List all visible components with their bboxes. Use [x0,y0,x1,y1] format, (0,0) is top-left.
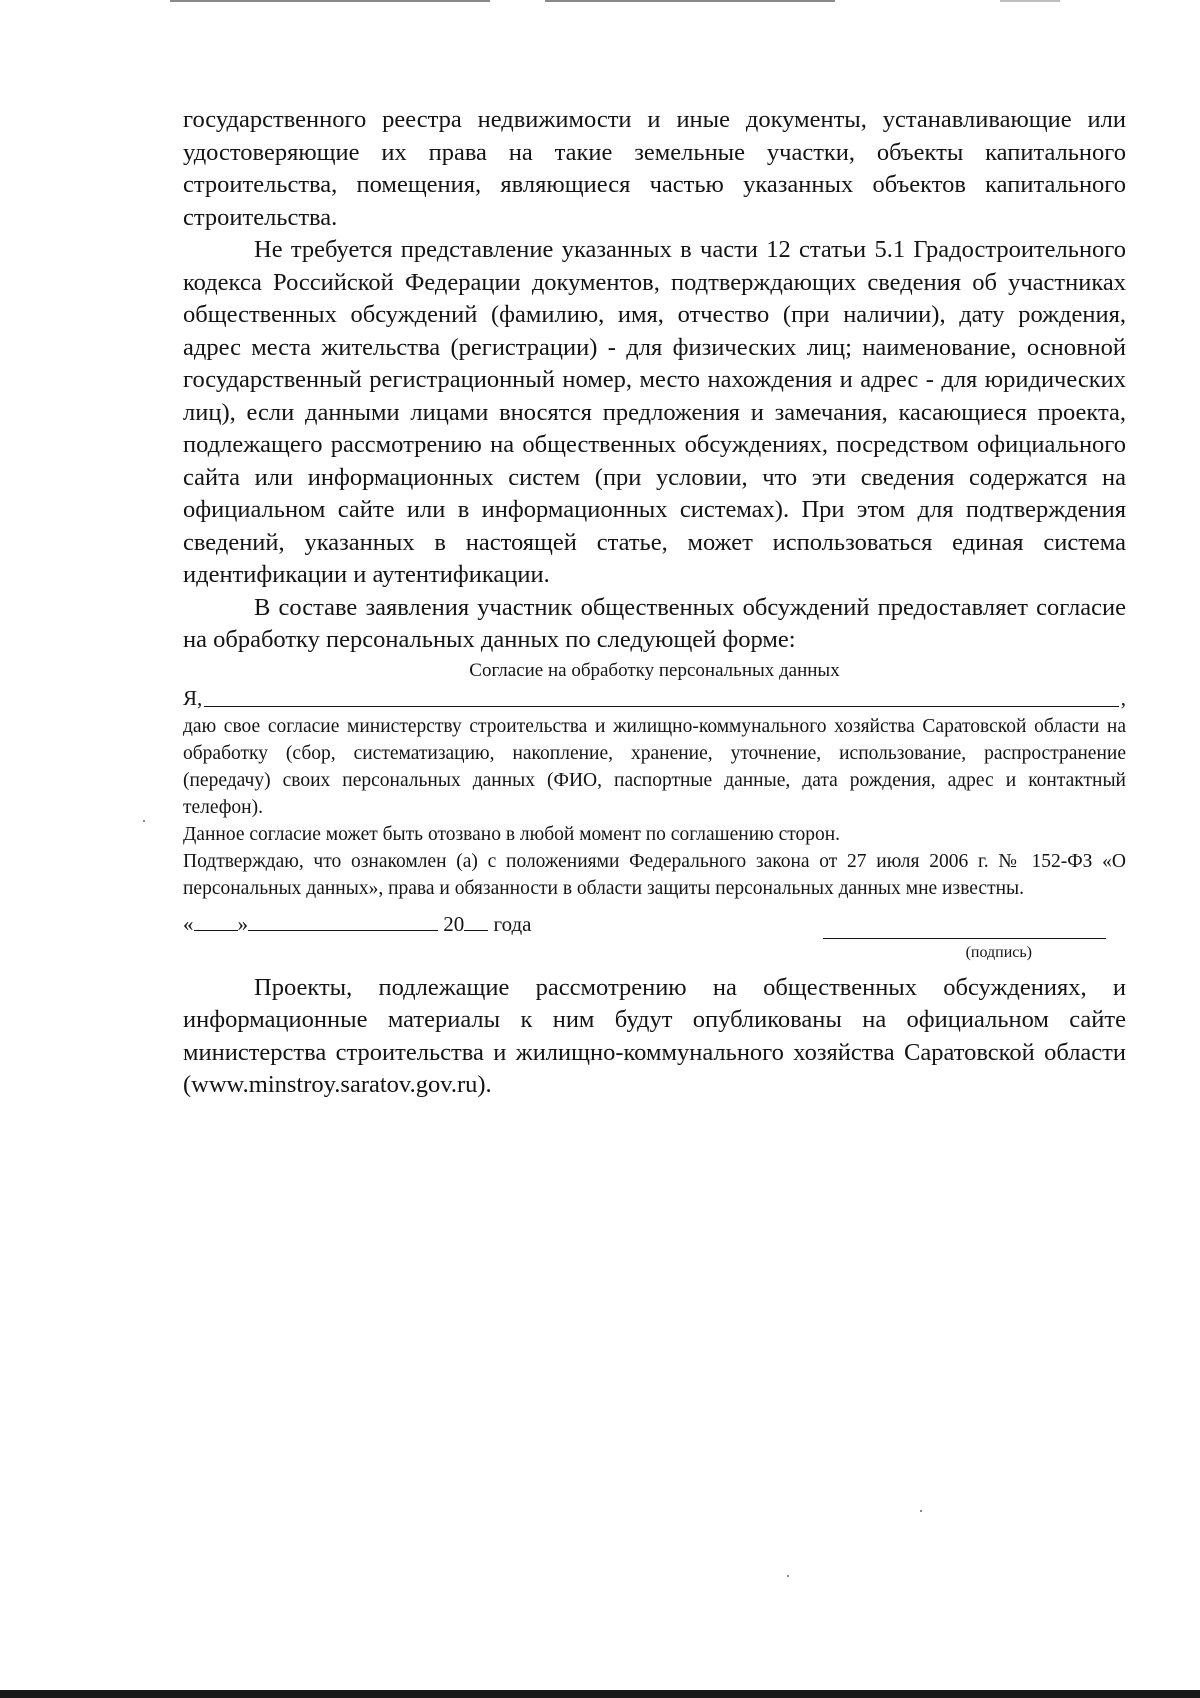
consent-confirmation: Подтверждаю, что ознакомлен (а) с положениями Федерального закона от 27 июля 2006 г. № 152-ФЗ «О персональных данных», права и обязанности в области защиты персональных данных мне известны. [183,850,1126,899]
date-close-quote: » [237,911,248,936]
date-open-quote: « [183,911,194,936]
scan-speck [787,1575,789,1577]
scan-artifact-bottom-edge [0,1690,1200,1698]
name-prefix: Я, [183,685,203,710]
consent-body: даю свое согласие министерству строительства и жилищно-коммунального хозяйства Саратовской области на обработку (сбор, систематизацию, накопление, хранение, уточнение, использование, распространение (передачу) своих персональных данных (ФИО, паспортные данные, дата рождения, адрес и контактный телефон). [183,715,1126,818]
consent-form [183,659,1126,962]
signature-caption: (подпись) [965,943,1032,961]
paragraph-registry-documents: государственного реестра недвижимости и иные документы, устанавливающие или удостоверяющие их права на такие земельные участки, объекты капитального строительства, помещения, являющиеся частью указанных объектов капитального строительства. [183,106,1126,231]
paragraph-exemption: Не требуется представление указанных в части 12 статьи 5.1 Градостроительного кодекса Российской Федерации документов, подтверждающих сведения об участниках общественных обсуждений (фамилию, имя, отчество (при наличии), дату рождения, адрес места жительства (регистрации) - для физических лиц; наименование, основной государственный регистрационный номер, место нахождения и адрес - для юридических лиц), если данными лицами вносятся предложения и замечания, касающиеся проекта, подлежащего рассмотрению на общественных обсуждениях, посредством официального сайта или информационных систем (при условии, что эти сведения содержатся на официальном сайте или в информационных системах). При этом для подтверждения сведений, указанных в настоящей статье, может использоваться единая система идентификации и аутентификации. [183,236,1126,588]
consent-revocation: Данное согласие может быть отозвано в любой момент по соглашению сторон. [183,823,841,845]
year-prefix: 20 [443,911,465,936]
paragraph-publication: Проекты, подлежащие рассмотрению на общественных обсуждениях, и информационные материалы к ним будут опубликованы на официальном сайте министерства строительства и жилищно-коммунального хозяйства Саратовской области (www.minstroy.saratov.gov.ru). [183,973,1126,1098]
name-blank-field[interactable] [204,688,1118,707]
document-page [183,104,1126,1102]
name-suffix: , [1120,685,1126,710]
signature-blank-field[interactable] [823,938,1106,939]
year-blank-field[interactable] [464,912,488,931]
paragraph-consent-intro: В составе заявления участник общественных обсуждений предоставляет согласие на обработку персональных данных по следующей форме: [183,593,1126,653]
name-line [183,685,1126,711]
scan-speck [920,1510,922,1512]
year-word: года [493,911,532,936]
scan-artifact-top-right [1000,0,1060,2]
day-blank-field[interactable] [194,912,238,931]
month-blank-field[interactable] [248,912,438,931]
scan-artifact-top-left [170,0,490,2]
scan-speck [143,820,145,822]
date-signature-row [183,908,1126,942]
date-field [183,912,532,937]
scan-artifact-top-middle [545,0,835,2]
consent-form-title: Согласие на обработку персональных данных [469,659,840,681]
